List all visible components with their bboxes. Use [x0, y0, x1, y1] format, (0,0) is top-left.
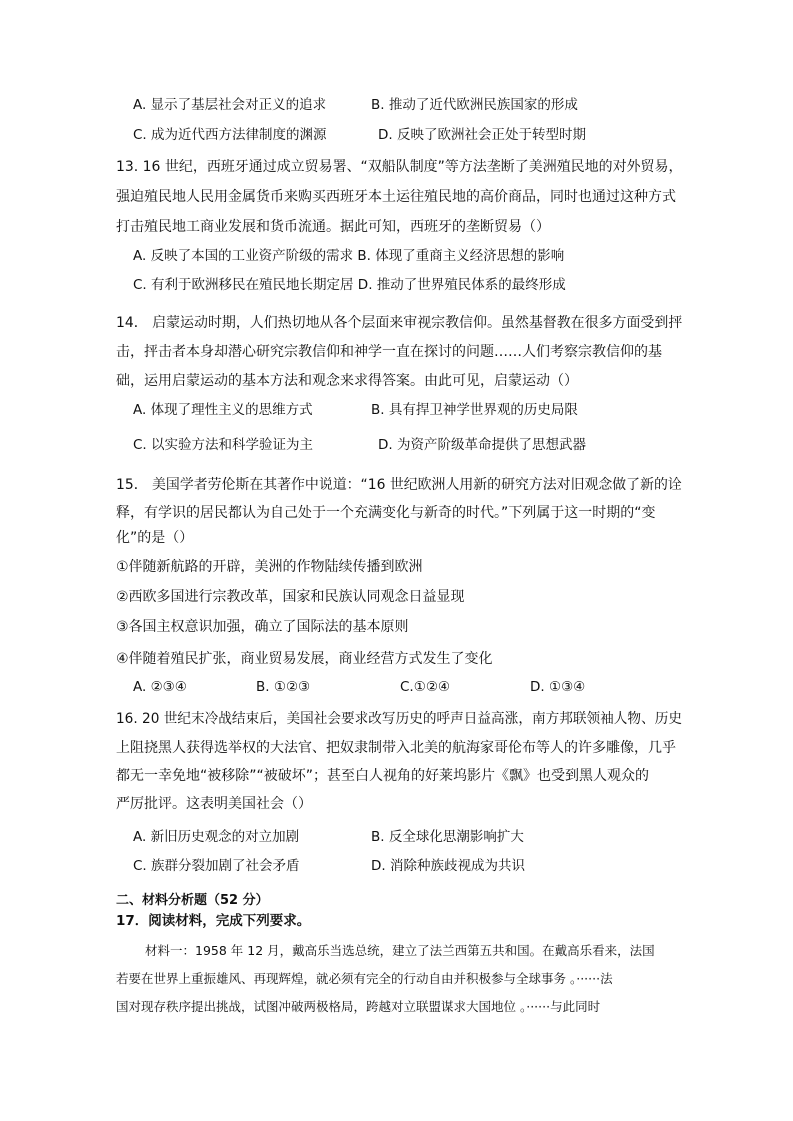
q16-stem-line-3: 都无一幸免地“被移除”“被破坏”；甚至白人视角的好莱坞影片《飘》也受到黑人观众的	[116, 768, 650, 784]
q15-statement-2: ②西欧多国进行宗教改革，国家和民族认同观念日益显现	[116, 589, 465, 605]
q16-stem-line-4: 严厉批评。这表明美国社会（）	[116, 796, 312, 812]
q16-option-a: A. 新旧历史观念的对立加剧	[133, 829, 300, 845]
material-line-3: 国对现存秩序提出挑战，试图冲破两极格局，跨越对立联盟谋求大国地位 。······与此同时	[116, 999, 601, 1014]
q12-option-d: D. 反映了欧洲社会正处于转型时期	[378, 127, 586, 143]
q14-option-d: D. 为资产阶级革命提供了思想武器	[378, 437, 586, 453]
q12-option-b: B. 推动了近代欧洲民族国家的形成	[371, 97, 578, 113]
q15-option-b: B. ①②③	[256, 679, 311, 695]
q14-stem-line-1: 14． 启蒙运动时期，人们热切地从各个层面来审视宗教信仰。虽然基督教在很多方面受到抨	[116, 315, 683, 331]
q15-statement-1: ①伴随新航路的开辟，美洲的作物陆续传播到欧洲	[116, 559, 423, 575]
q12-option-a: A. 显示了基层社会对正义的追求	[133, 97, 327, 113]
q14-stem-line-2: 击，抨击者本身却潜心研究宗教信仰和神学一直在探讨的问题……人们考察宗教信仰的基	[116, 344, 662, 360]
q15-option-d: D. ①③④	[530, 679, 586, 695]
q15-option-c: C.①②④	[400, 679, 451, 695]
q14-option-a: A. 体现了理性主义的思维方式	[133, 402, 313, 418]
q16-stem-line-1: 16. 20 世纪末冷战结束后，美国社会要求改写历史的呼声日益高涨，南方邦联领袖人物、历史	[116, 711, 682, 727]
material-line-1: 材料一：1958 年 12 月，戴高乐当选总统，建立了法兰西第五共和国。在戴高乐看来，法国	[145, 943, 655, 958]
q15-statement-4: ④伴随着殖民扩张，商业贸易发展，商业经营方式发生了变化	[116, 651, 493, 667]
q15-option-a: A. ②③④	[133, 679, 187, 695]
q15-stem-line-2: 释，有学识的居民都认为自己处于一个充满变化与新奇的时代。”下列属于这一时期的“变	[116, 505, 656, 521]
q14-stem-line-3: 础，运用启蒙运动的基本方法和观念来求得答案。由此可见，启蒙运动（）	[116, 373, 578, 389]
q14-option-c: C. 以实验方法和科学验证为主	[133, 437, 314, 453]
q14-option-b: B. 具有捍卫神学世界观的历史局限	[371, 402, 578, 418]
q13-options-cd: C. 有利于欧洲移民在殖民地长期定居 D. 推动了世界殖民体系的最终形成	[133, 277, 566, 293]
q16-option-c: C. 族群分裂加剧了社会矛盾	[133, 858, 300, 874]
q13-stem-line-3: 打击殖民地工商业发展和货币流通。据此可知，西班牙的垄断贸易（）	[116, 219, 550, 235]
q15-statement-3: ③各国主权意识加强，确立了国际法的基本原则	[116, 619, 409, 635]
q13-stem-line-1: 13. 16 世纪，西班牙通过成立贸易署、“双船队制度”等方法垄断了美洲殖民地的对外贸易，	[116, 159, 683, 175]
q15-stem-line-1: 15． 美国学者劳伦斯在其著作中说道：“16 世纪欧洲人用新的研究方法对旧观念做了新的诠	[116, 477, 682, 493]
q15-stem-line-3: 化”的是（）	[116, 530, 194, 546]
q12-option-c: C. 成为近代西方法律制度的渊源	[133, 127, 327, 143]
q13-stem-line-2: 强迫殖民地人民用金属货币来购买西班牙本土运往殖民地的高价商品，同时也通过这种方式	[116, 189, 676, 205]
q16-option-d: D. 消除种族歧视成为共识	[371, 858, 525, 874]
material-line-2: 若要在世界上重振雄风、再现辉煌，就必须有完全的行动自由并积极参与全球事务 。······法	[116, 971, 613, 986]
q17-intro: 17．阅读材料，完成下列要求。	[116, 913, 311, 929]
q16-stem-line-2: 上阻挠黑人获得选举权的大法官、把奴隶制带入北美的航海家哥伦布等人的许多雕像，几乎	[116, 740, 676, 756]
section-heading: 二、材料分析题（52 分）	[116, 893, 269, 908]
q16-option-b: B. 反全球化思潮影响扩大	[371, 829, 524, 845]
q13-options-ab: A. 反映了本国的工业资产阶级的需求 B. 体现了重商主义经济思想的影响	[133, 248, 565, 264]
